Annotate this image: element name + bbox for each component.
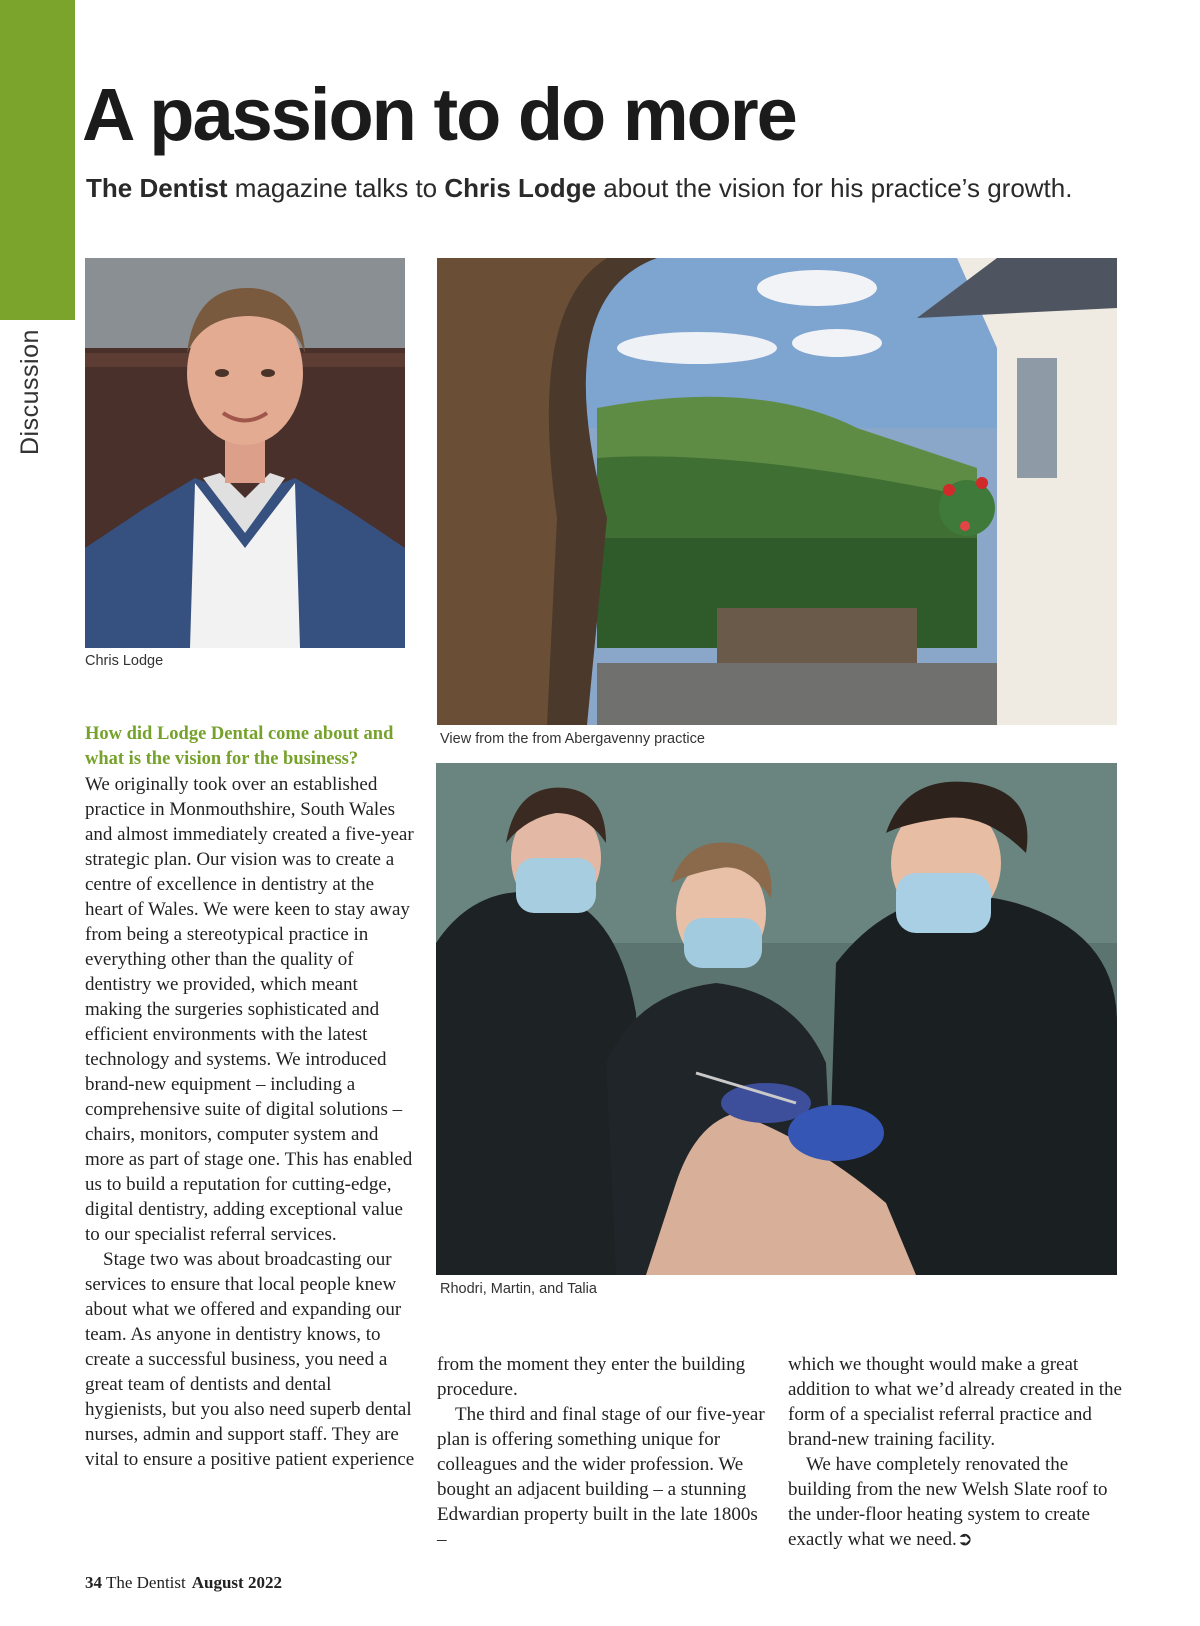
section-color-tab (0, 0, 75, 320)
team-caption: Rhodri, Martin, and Talia (440, 1281, 597, 1297)
subtitle-person-name: Chris Lodge (444, 173, 597, 203)
publication-name: The Dentist (105, 1573, 186, 1592)
subtitle-magazine-name: The Dentist (86, 173, 228, 203)
continue-arrow-icon: ➲ (956, 1529, 973, 1550)
column-1-paragraph-2: Stage two was about broadcasting our services to ensure that local people knew about what we offered and expanding our team. As anyone in dentistry knows, to create a successful business, you need a great team of dentists and dental hygienists, but you also need superb dental nurses, admin and support staff. They are vital to ensure a positive patient experience (85, 1249, 415, 1470)
article-column-2 (437, 1352, 767, 1552)
article-title: A passion to do more (82, 73, 796, 156)
page-number: 34 (85, 1573, 102, 1592)
subtitle-text-1: magazine talks to (227, 173, 445, 203)
column-3-paragraph-1: which we thought would make a great addition to what we’d already created in the form of a specialist referral practice and brand-new training facility. (788, 1354, 1122, 1450)
column-1-paragraph-1: We originally took over an established practice in Monmouthshire, South Wales and almost immediately created a five-year strategic plan. Our vision was to create a centre of excellence in dentistry at the heart of Wales. We were keen to stay away from being a stereotypical practice in everything other than the quality of dentistry we provided, which meant making the surgeries sophisticated and efficient environments with the latest technology and systems. We introduced brand-new equipment – including a comprehensive suite of digital solutions – chairs, monitors, computer system and more as part of stage one. This has enabled us to build a reputation for cutting-edge, digital dentistry, adding exceptional value to our specialist referral services. (85, 774, 414, 1245)
interview-question: How did Lodge Dental come about and what is the vision for the business? (85, 724, 394, 769)
issue-date: August 2022 (191, 1573, 282, 1592)
landscape-photo (437, 258, 1117, 725)
subtitle-text-2: about the vision for his practice’s growth. (596, 173, 1073, 203)
column-3-paragraph-2-text: We have completely renovated the building from the new Welsh Slate roof to the under-floor heating system to create exactly what we need. (788, 1454, 1108, 1550)
team-photo (436, 763, 1117, 1275)
page-footer (85, 1573, 282, 1593)
portrait-caption: Chris Lodge (85, 653, 164, 669)
section-label: Discussion (16, 329, 44, 455)
column-2-paragraph-1: from the moment they enter the building procedure. (437, 1354, 746, 1400)
column-2-paragraph-2: The third and final stage of our five-year plan is offering something unique for colleagues and the wider profession. We bought an adjacent building – a stunning Edwardian property built in the late 1800s – (437, 1404, 765, 1550)
column-3-paragraph-2 (788, 1452, 1133, 1552)
article-column-3 (788, 1352, 1133, 1552)
landscape-caption: View from the from Abergavenny practice (440, 731, 705, 747)
article-subtitle (86, 173, 1186, 204)
portrait-photo (85, 258, 405, 648)
article-column-1 (85, 722, 415, 1472)
